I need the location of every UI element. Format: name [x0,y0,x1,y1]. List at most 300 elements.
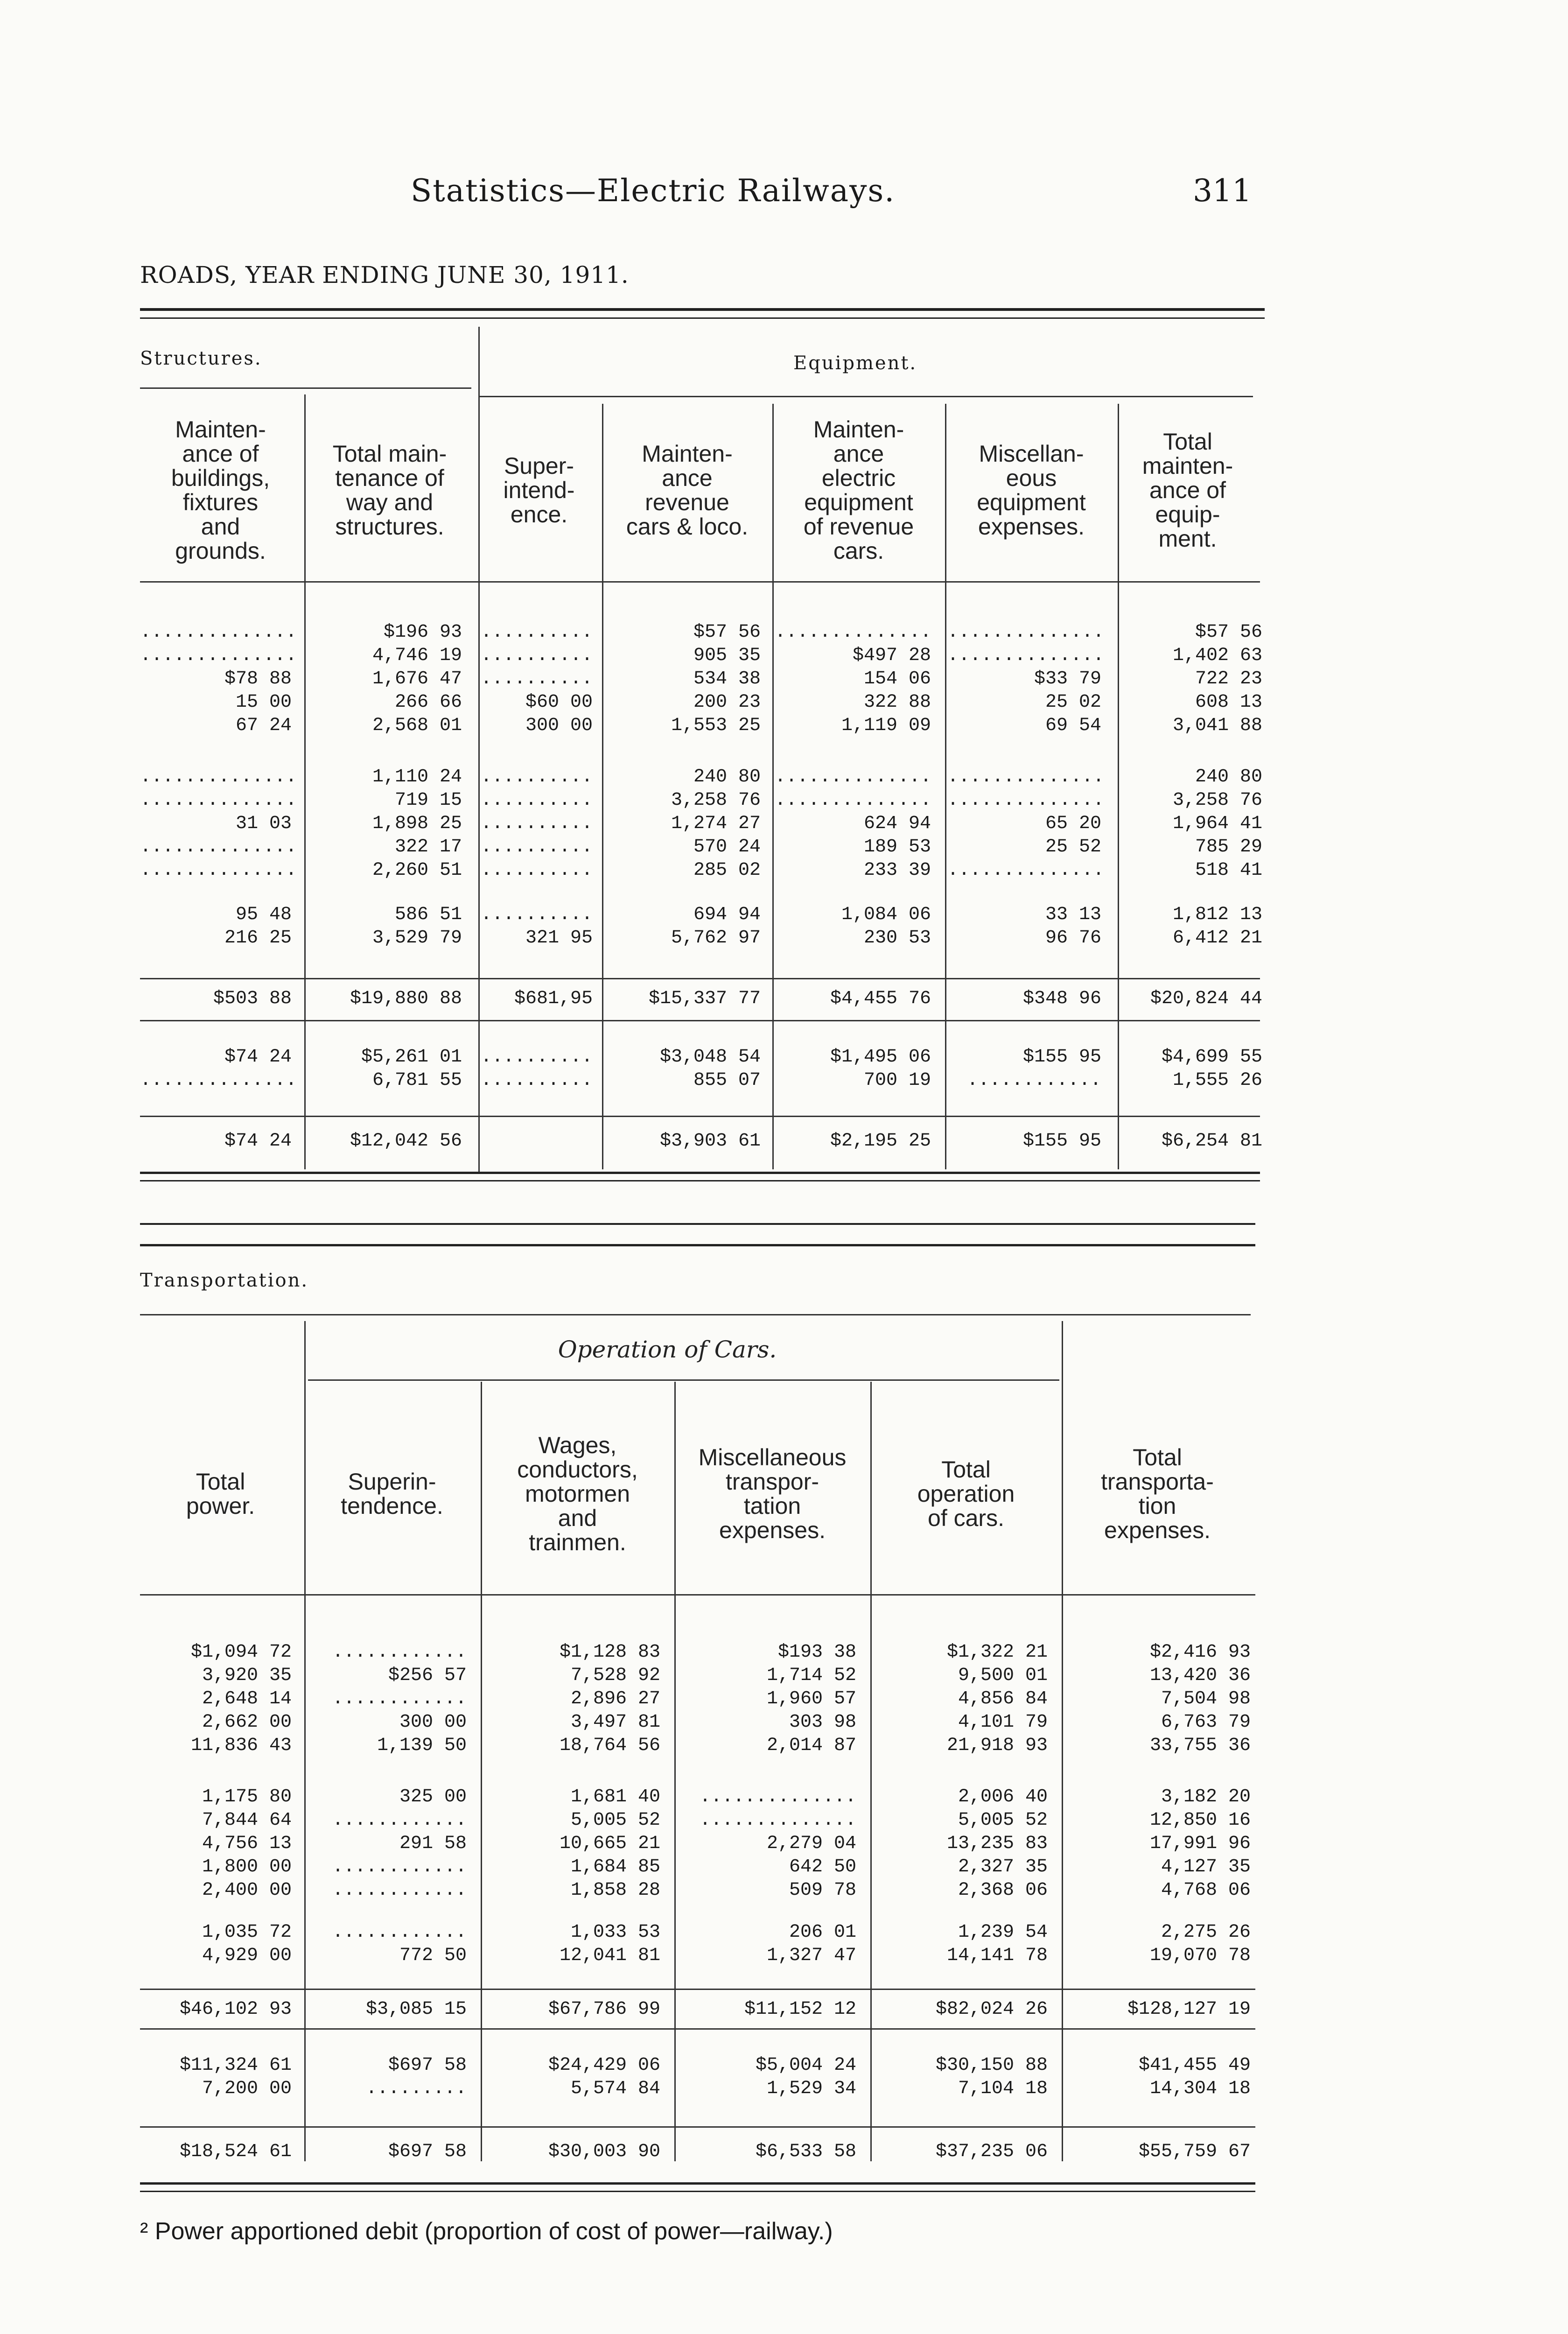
table-cell: .............. [775,622,932,643]
total-cell: $697 58 [388,2141,467,2162]
table-cell: 240 80 [1195,766,1262,787]
table-cell: 189 53 [863,837,931,858]
table-cell: 291 58 [399,1833,467,1854]
table-cell: 3,920 35 [202,1665,292,1686]
total-cell: $74 24 [224,1131,292,1152]
table-cell: 4,756 13 [202,1833,292,1854]
table-cell: 25 02 [1045,692,1101,713]
table-cell: $497 28 [852,645,931,666]
table-cell: .............. [775,790,932,811]
table-cell: 509 78 [789,1880,856,1901]
table-cell: $4,699 55 [1161,1047,1262,1068]
table-cell: $41,455 49 [1138,2055,1251,2076]
table-cell: 25 52 [1045,837,1101,858]
top-double-rule [140,308,1265,311]
section-structures: Structures. [140,348,262,369]
table-cell: 1,529 34 [766,2078,856,2099]
table-cell: $60 00 [525,692,593,713]
table-cell: 4,856 84 [958,1688,1048,1709]
column-header-line: ance of [182,441,259,467]
table-cell: ......... [365,2078,467,2099]
table-cell: 1,175 80 [202,1786,292,1807]
col-divider [1118,404,1119,1169]
table-cell: 12,850 16 [1149,1810,1251,1831]
table-cell: .......... [481,860,593,881]
column-header-line: Wages, [538,1432,617,1458]
table-cell: 2,896 27 [570,1688,660,1709]
column-header-line: intend- [503,477,575,503]
table-cell: 1,964 41 [1172,813,1262,834]
table-cell: 570 24 [693,837,761,858]
col-divider [481,1382,482,2161]
table-cell: 7,528 92 [570,1665,660,1686]
column-header-line: fixtures [182,489,259,515]
table-cell: 14,304 18 [1149,2078,1251,2099]
table-cell: 15 00 [235,692,292,713]
section-divider [478,327,480,1172]
table-cell: .............. [947,622,1105,643]
page-number: 311 [1193,173,1252,209]
table-cell: .............. [140,837,297,858]
table-cell: 5,762 97 [671,928,761,949]
table-cell: 2,568 01 [372,715,462,736]
column-header-line: transporta- [1101,1469,1214,1495]
table-cell: 233 39 [863,860,931,881]
subtotal-cell: $4,455 76 [830,988,931,1009]
table-cell: 266 66 [394,692,462,713]
table-cell: 1,858 28 [570,1880,660,1901]
column-header-line: revenue [645,489,729,515]
table-cell: .............. [699,1786,856,1807]
table-cell: $78 88 [224,668,292,689]
table-cell: 608 13 [1195,692,1262,713]
table-cell: .......... [481,766,593,787]
table-cell: $5,004 24 [755,2055,856,2076]
col-divider [602,404,603,1169]
table-cell: $74 24 [224,1047,292,1068]
table-cell: 322 17 [394,837,462,858]
column-header [481,454,597,527]
total-rule-2 [140,1020,1260,1021]
table-cell: 3,182 20 [1161,1786,1251,1807]
operation-under-rule [308,1379,1059,1381]
subtotal-cell: $503 88 [213,988,292,1009]
table-cell: 1,555 26 [1172,1070,1262,1091]
table-cell: 13,235 83 [946,1833,1048,1854]
column-header-line: grounds. [175,538,266,564]
table-cell: 1,714 52 [766,1665,856,1686]
table-cell: 206 01 [789,1922,856,1943]
column-header-line: Total [1133,1444,1182,1470]
table-cell: $11,324 61 [179,2055,292,2076]
table-cell: 95 48 [235,904,292,925]
table-cell: 321 95 [525,928,593,949]
column-header [140,1469,301,1518]
table-cell: 9,500 01 [958,1665,1048,1686]
table-cell: .............. [140,860,297,881]
table-cell: .......... [481,1070,593,1091]
table-cell: 11,836 43 [190,1735,292,1756]
column-header [140,417,301,563]
subtotal-cell: $19,880 88 [350,988,462,1009]
subtotal-cell: $46,102 93 [179,1999,292,2020]
subtotal-cell: $3,085 15 [365,1999,467,2020]
bottom-double-rule-2 [140,1244,1255,1246]
table-cell: 230 53 [863,928,931,949]
column-header-line: Total [941,1456,991,1483]
table-cell: 1,960 57 [766,1688,856,1709]
column-header [306,1469,478,1518]
table-cell: 855 07 [693,1070,761,1091]
table-cell: 4,768 06 [1161,1880,1251,1901]
table-cell: $2,416 93 [1149,1642,1251,1663]
header-bottom-rule [140,581,1260,583]
table-cell: 2,368 06 [958,1880,1048,1901]
table-cell: 322 88 [863,692,931,713]
table-cell: .............. [699,1810,856,1831]
total-cell: $6,533 58 [755,2141,856,2162]
table-cell: 694 94 [693,904,761,925]
table-cell: 642 50 [789,1856,856,1877]
col-divider [674,1382,676,2161]
table-cell: 534 38 [693,668,761,689]
table-cell: $155 95 [1022,1047,1101,1068]
table-cell: 6,763 79 [1161,1712,1251,1733]
column-header-line: Total [196,1469,245,1495]
table-cell: 33 13 [1045,904,1101,925]
table-cell: .............. [947,860,1105,881]
column-header-line: expenses. [1104,1517,1211,1543]
table-cell: ............ [966,1070,1101,1091]
total-rule-3 [140,1116,1260,1117]
table-cell: 67 24 [235,715,292,736]
table-cell: 1,402 63 [1172,645,1262,666]
subtotal-cell: $348 96 [1022,988,1101,1009]
column-header-line: buildings, [171,465,270,491]
table-cell: 6,781 55 [372,1070,462,1091]
table-cell: $30,150 88 [935,2055,1048,2076]
table-cell: 1,239 54 [958,1922,1048,1943]
column-header-line: operation [917,1481,1015,1507]
total-rule-3 [140,2126,1255,2128]
subtotal-cell: $128,127 19 [1127,1999,1251,2020]
table-cell: .............. [775,766,932,787]
table-cell: 1,274 27 [671,813,761,834]
table-cell: 5,005 52 [958,1810,1048,1831]
subtotal-cell: $82,024 26 [935,1999,1048,2020]
total-cell: $3,903 61 [659,1131,761,1152]
table-cell: 2,014 87 [766,1735,856,1756]
column-header-line: trainmen. [529,1529,626,1555]
column-header-line: expenses. [978,513,1085,540]
column-header [1064,1445,1251,1542]
structures-under-rule [140,387,471,389]
total-cell: $6,254 81 [1161,1131,1262,1152]
column-header-line: tendence. [341,1493,443,1519]
table-cell: $256 57 [388,1665,467,1686]
table-cell: 33,755 36 [1149,1735,1251,1756]
table-cell: 4,127 35 [1161,1856,1251,1877]
column-header-line: Total [1163,429,1212,455]
table-cell: .......... [481,668,593,689]
table-cell: $24,429 06 [548,2055,660,2076]
top-double-rule-2 [140,317,1265,319]
table-cell: 586 51 [394,904,462,925]
table-cell: $196 93 [383,622,462,643]
bottom-double-rule [140,1223,1255,1225]
table-cell: 7,504 98 [1161,1688,1251,1709]
table-cell: 1,119 09 [841,715,931,736]
table-cell: 1,800 00 [202,1856,292,1877]
table-cell: 3,497 81 [570,1712,660,1733]
table-cell: 96 76 [1045,928,1101,949]
table-cell: 4,101 79 [958,1712,1048,1733]
table-cell: 285 02 [693,860,761,881]
table-cell: 2,279 04 [766,1833,856,1854]
table-cell: 2,662 00 [202,1712,292,1733]
table-cell: 154 06 [863,668,931,689]
table-cell: .......... [481,837,593,858]
column-header [775,417,943,563]
table-cell: $1,094 72 [190,1642,292,1663]
column-header [1120,429,1255,551]
table-cell: .............. [140,1070,297,1091]
column-header-line: Mainten- [642,441,733,467]
table-cell: .............. [947,645,1105,666]
table-cell: 5,574 84 [570,2078,660,2099]
section-transportation: Transportation. [140,1270,309,1291]
table-cell: 65 20 [1045,813,1101,834]
table-cell: 6,412 21 [1172,928,1262,949]
col-divider [870,1382,872,2161]
column-header-line: Mainten- [175,416,266,443]
table-cell: .......... [481,1047,593,1068]
table-cell: 1,898 25 [372,813,462,834]
column-header-line: motormen [525,1481,630,1507]
col-divider [304,1321,306,2161]
table-cell: 3,529 79 [372,928,462,949]
table-cell: 700 19 [863,1070,931,1091]
table-cell: 2,260 51 [372,860,462,881]
table-cell: 1,139 50 [377,1735,467,1756]
column-header-line: ence. [510,501,568,527]
table-cell: 7,104 18 [958,2078,1048,2099]
table-cell: 772 50 [399,1945,467,1966]
table-cell: 7,200 00 [202,2078,292,2099]
table-cell: ............ [332,1880,467,1901]
table-cell: 722 23 [1195,668,1262,689]
top-table-end-rule [140,1172,1260,1174]
table-cell: 624 94 [863,813,931,834]
column-header-line: mainten- [1142,453,1233,479]
table-cell: .......... [481,790,593,811]
table-cell: 2,648 14 [202,1688,292,1709]
table-cell: .......... [481,645,593,666]
table-cell: 300 00 [525,715,593,736]
table-cell: 300 00 [399,1712,467,1733]
column-header-line: equipment [977,489,1086,515]
column-header [483,1433,672,1554]
column-header [873,1457,1059,1530]
table-cell: 1,084 06 [841,904,931,925]
table-cell: 325 00 [399,1786,467,1807]
table-cell: 14,141 78 [946,1945,1048,1966]
table-cell: 7,844 64 [202,1810,292,1831]
table-cell: 905 35 [693,645,761,666]
column-header-line: Miscellan- [979,441,1084,467]
top-table-end-rule-2 [140,1180,1260,1181]
table-cell: 13,420 36 [1149,1665,1251,1686]
column-header-line: tation [743,1493,801,1519]
transportation-under-rule [140,1314,1251,1315]
table-cell: 21,918 93 [946,1735,1048,1756]
bottom-table-end-rule-2 [140,2191,1255,2192]
table-cell: 19,070 78 [1149,1945,1251,1966]
column-header-line: Superin- [348,1469,436,1495]
table-cell: $193 38 [777,1642,856,1663]
table-cell: 1,553 25 [671,715,761,736]
table-cell: 1,812 13 [1172,904,1262,925]
total-rule [140,1989,1255,1990]
column-header-line: Total main- [332,441,447,467]
column-header-line: of revenue [803,513,914,540]
column-header-line: tenance of [335,465,444,491]
bottom-table-end-rule [140,2182,1255,2185]
total-cell: $37,235 06 [935,2141,1048,2162]
table-cell: 1,684 85 [570,1856,660,1877]
column-header-line: transpor- [725,1469,819,1495]
total-cell: $30,003 90 [548,2141,660,2162]
column-header [306,442,474,539]
table-cell: 3,258 76 [671,790,761,811]
table-cell: 240 80 [693,766,761,787]
table-cell: 2,006 40 [958,1786,1048,1807]
table-cell: 785 29 [1195,837,1262,858]
table-cell: 1,033 53 [570,1922,660,1943]
total-cell: $12,042 56 [350,1131,462,1152]
column-header [604,442,770,539]
subtotal-cell: $681,95 [514,988,593,1009]
table-cell: 5,005 52 [570,1810,660,1831]
column-header [947,442,1115,539]
table-cell: $57 56 [1195,622,1262,643]
table-cell: 31 03 [235,813,292,834]
table-cell: 69 54 [1045,715,1101,736]
table-cell: ............ [332,1810,467,1831]
table-cell: .............. [947,766,1105,787]
column-header-line: Mainten- [813,416,904,443]
table-cell: .............. [140,622,297,643]
total-cell: $18,524 61 [179,2141,292,2162]
table-cell: 719 15 [394,790,462,811]
table-subtitle: ROADS, YEAR ENDING JUNE 30, 1911. [140,261,629,288]
column-header-line: ance [662,465,713,491]
table-cell: 4,746 19 [372,645,462,666]
table-cell: $1,128 83 [559,1642,660,1663]
col-divider [772,404,774,1169]
table-cell: .......... [481,904,593,925]
column-header-line: ance [833,441,884,467]
table-cell: 3,041 88 [1172,715,1262,736]
table-cell: $3,048 54 [659,1047,761,1068]
table-cell: $57 56 [693,622,761,643]
table-cell: $697 58 [388,2055,467,2076]
column-header-line: and [201,513,240,540]
table-cell: 1,035 72 [202,1922,292,1943]
table-cell: 4,929 00 [202,1945,292,1966]
page-title: Statistics—Electric Railways. [411,173,896,209]
subtotal-cell: $15,337 77 [648,988,761,1009]
table-cell: 1,327 47 [766,1945,856,1966]
table-cell: 10,665 21 [559,1833,660,1854]
total-rule-2 [140,2028,1255,2030]
section-equipment: Equipment. [793,352,917,374]
operation-of-cars-label: Operation of Cars. [558,1336,777,1363]
table-cell: .............. [140,766,297,787]
table-cell: .............. [140,645,297,666]
column-header-line: power. [186,1493,255,1519]
column-header-line: ment. [1158,526,1217,552]
table-cell: 1,681 40 [570,1786,660,1807]
table-cell: 1,676 47 [372,668,462,689]
table-cell: 17,991 96 [1149,1833,1251,1854]
table-cell: 200 23 [693,692,761,713]
equipment-under-rule [478,396,1253,397]
subtotal-cell: $20,824 44 [1150,988,1262,1009]
column-header-line: equipment [804,489,913,515]
subtotal-cell: $11,152 12 [744,1999,856,2020]
table-cell: .......... [481,813,593,834]
column-header-line: Super- [504,453,574,479]
column-header-line: tion [1138,1493,1176,1519]
table-cell: $1,322 21 [946,1642,1048,1663]
table-cell: ............ [332,1856,467,1877]
column-header-line: expenses. [719,1517,826,1543]
column-header-line: equip- [1155,501,1220,527]
column-header-line: Miscellaneous [698,1444,847,1470]
column-header-line: ance of [1149,477,1226,503]
total-cell: $155 95 [1022,1131,1101,1152]
table-cell: 216 25 [224,928,292,949]
table-cell: ............ [332,1688,467,1709]
footnote: ² Power apportioned debit (proportion of cost of power—railway.) [140,2218,833,2245]
col-divider [945,404,946,1169]
bottom-header-rule [140,1594,1255,1596]
table-cell: ............ [332,1922,467,1943]
table-cell: $1,495 06 [830,1047,931,1068]
col-divider [1062,1321,1063,2161]
column-header-line: structures. [335,513,444,540]
column-header-line: cars. [833,538,884,564]
column-header-line: conductors, [517,1456,638,1483]
table-cell: 303 98 [789,1712,856,1733]
column-header-line: of cars. [928,1505,1004,1531]
table-cell: 518 41 [1195,860,1262,881]
table-cell: .......... [481,622,593,643]
table-cell: 1,110 24 [372,766,462,787]
table-cell: 3,258 76 [1172,790,1262,811]
table-cell: 2,275 26 [1161,1922,1251,1943]
table-cell: 12,041 81 [559,1945,660,1966]
column-header-line: and [558,1505,597,1531]
table-cell: .............. [140,790,297,811]
table-cell: 2,327 35 [958,1856,1048,1877]
table-cell: $5,261 01 [361,1047,462,1068]
table-cell: $33 79 [1034,668,1101,689]
total-rule [140,978,1260,979]
table-cell: 18,764 56 [559,1735,660,1756]
total-cell: $2,195 25 [830,1131,931,1152]
